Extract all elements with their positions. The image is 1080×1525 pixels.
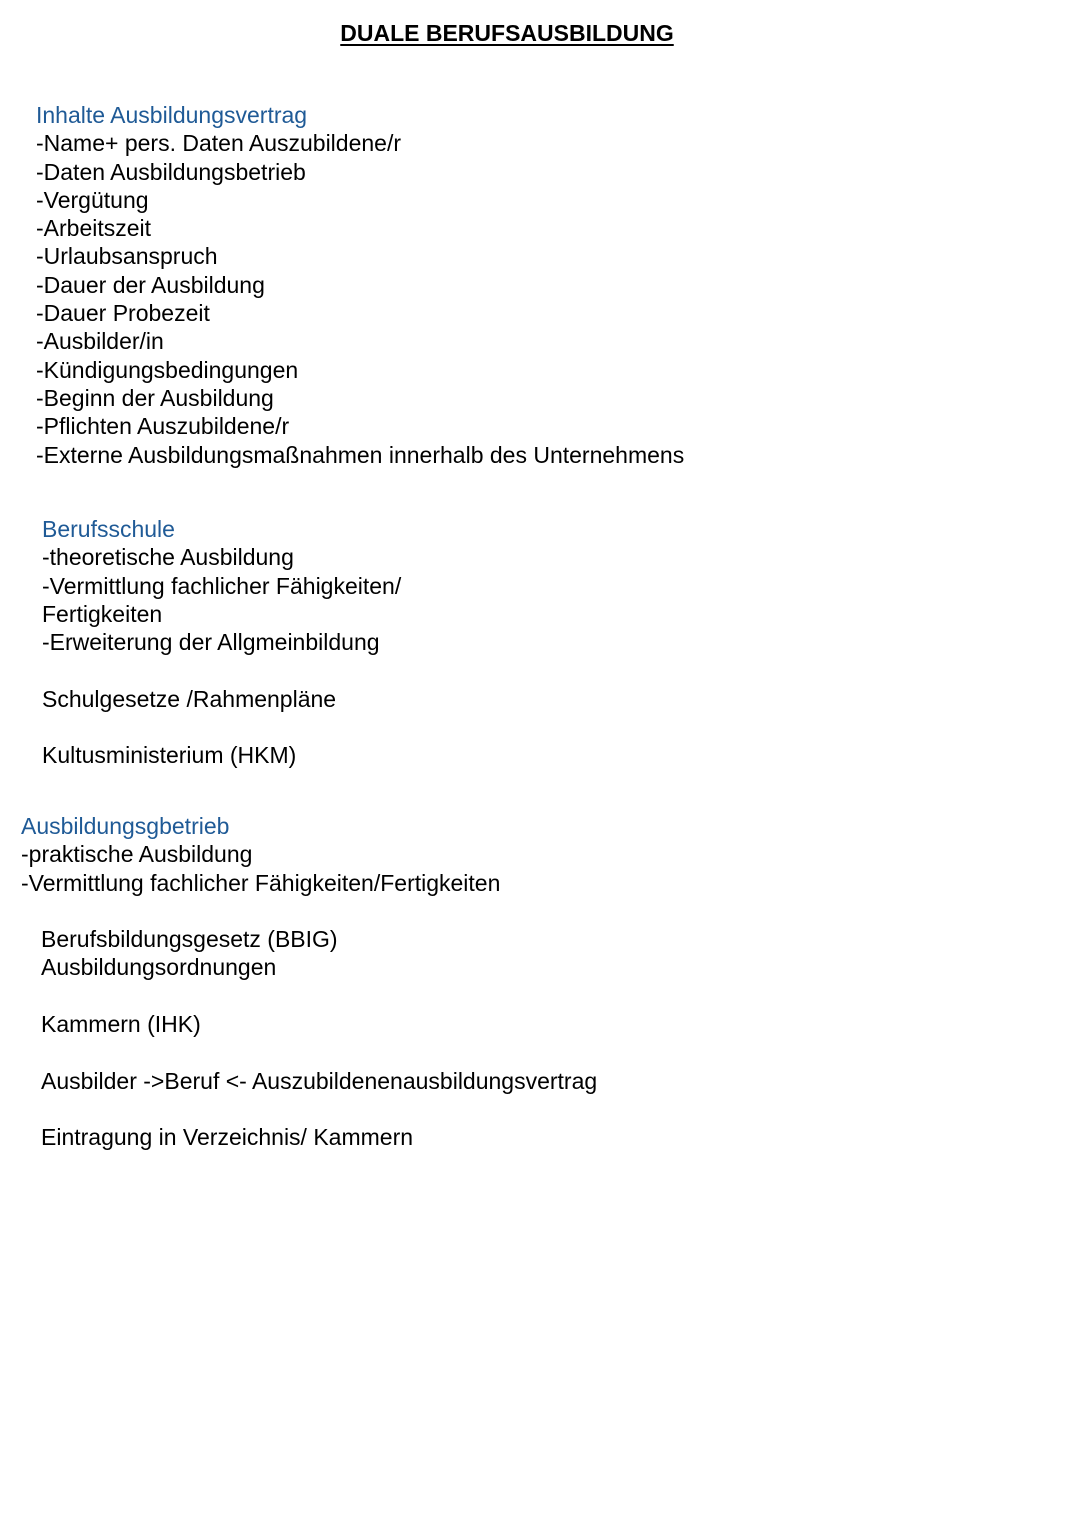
list-item: Fertigkeiten (42, 600, 163, 627)
list-item: -Vergütung (36, 186, 149, 213)
registration-text: Eintragung in Verzeichnis/ Kammern (41, 1124, 414, 1151)
relation-text: Ausbilder ->Beruf <- Auszubildenenausbildungsvertrag (41, 1067, 598, 1094)
section-heading: Inhalte Ausbildungsvertrag (36, 102, 308, 128)
list-item: -Erweiterung der Allgmeinbildung (42, 629, 380, 656)
authority-text: Kultusministerium (HKM) (42, 742, 297, 769)
list-item: -Kündigungsbedingungen (36, 356, 299, 383)
spacer (21, 1038, 597, 1066)
spacer (42, 656, 401, 684)
list-item: -Beginn der Ausbildung (36, 384, 274, 411)
list-item: -Ausbilder/in (36, 328, 164, 355)
list-item: -Urlaubsanspruch (36, 243, 218, 270)
list-item: -praktische Ausbildung (21, 841, 253, 868)
section-heading: Ausbildungsgbetrieb (21, 813, 230, 839)
section-ausbildungsbetrieb (21, 812, 597, 1152)
section-heading: Berufsschule (42, 516, 175, 542)
list-item: -Vermittlung fachlicher Fähigkeiten/ (42, 572, 402, 599)
spacer (21, 982, 597, 1010)
list-item: -Daten Ausbildungsbetrieb (36, 158, 306, 185)
authority-text: Kammern (IHK) (41, 1011, 201, 1038)
section-berufsschule (42, 515, 401, 770)
spacer (42, 713, 401, 741)
list-item: -Pflichten Auszubildene/r (36, 413, 290, 440)
list-item: -theoretische Ausbildung (42, 544, 294, 571)
list-item: -Externe Ausbildungsmaßnahmen innerhalb des Unternehmens (36, 441, 685, 468)
list-item: -Dauer der Ausbildung (36, 271, 265, 298)
spacer (21, 897, 597, 925)
regulation-text: Ausbildungsordnungen (41, 954, 277, 981)
list-item: -Arbeitszeit (36, 215, 152, 242)
spacer (21, 1095, 597, 1123)
list-item: -Vermittlung fachlicher Fähigkeiten/Fertigkeiten (21, 869, 501, 896)
list-item: -Dauer Probezeit (36, 300, 210, 327)
page-title: DUALE BERUFSAUSBILDUNG (340, 20, 674, 46)
law-text: Berufsbildungsgesetz (BBIG) (41, 926, 338, 953)
section-ausbildungsvertrag (36, 101, 684, 469)
law-text: Schulgesetze /Rahmenpläne (42, 685, 337, 712)
list-item: -Name+ pers. Daten Auszubildene/r (36, 130, 402, 157)
